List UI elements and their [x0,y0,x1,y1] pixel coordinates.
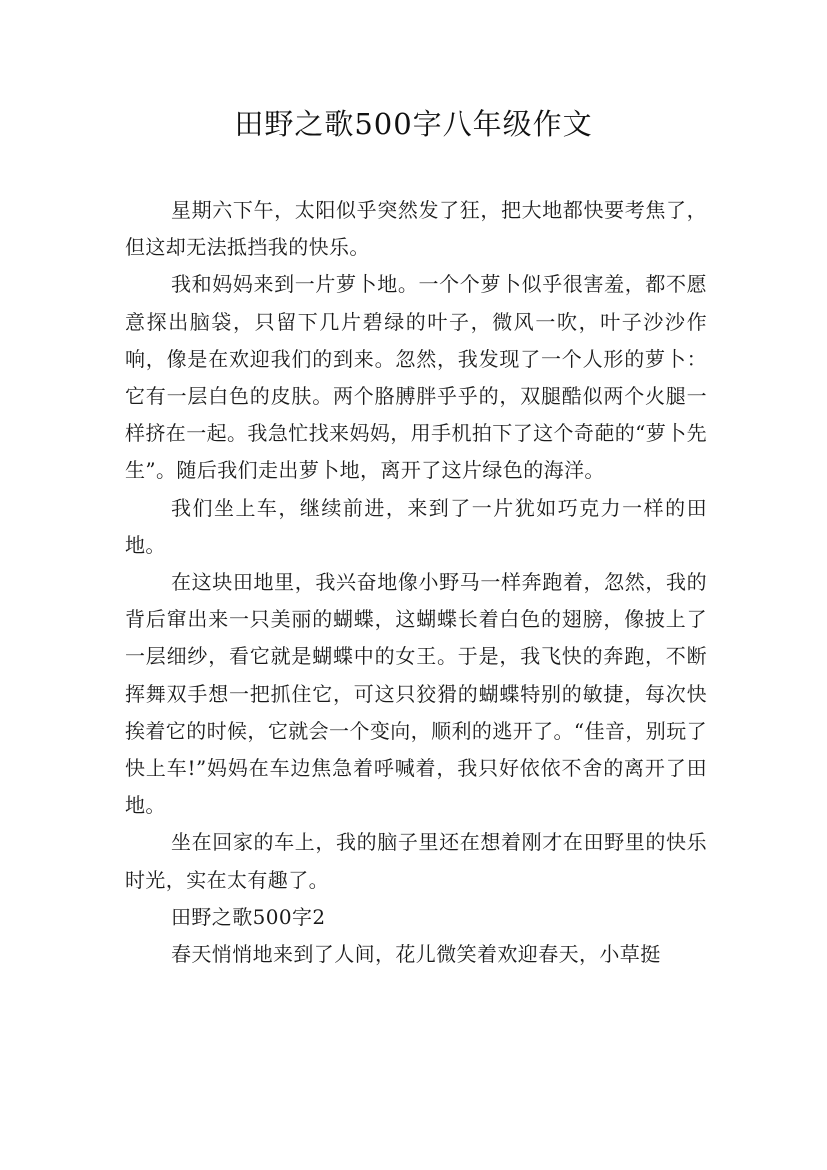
paragraph-5: 坐在回家的车上，我的脑子里还在想着刚才在田野里的快乐时光，实在太有趣了。 [125,830,707,892]
section-heading: 田野之歌500字2 [171,904,326,929]
page-title: 田野之歌500字八年级作文 [234,107,593,141]
paragraph-3: 我们坐上车，继续前进，来到了一片犹如巧克力一样的田地。 [125,495,707,557]
paragraph-2: 我和妈妈来到一片萝卜地。一个个萝卜似乎很害羞，都不愿意探出脑袋，只留下几片碧绿的叶子，微风一吹，叶子沙沙作响，像是在欢迎我们的到来。忽然，我发现了一个人形的萝卜：它有一层白色的皮肤。两个胳膊胖乎乎的，双腿酷似两个火腿一样挤在一起。我急忙找来妈妈，用手机拍下了这个奇葩的“萝卜先生”。随后我们走出萝卜地，离开了这片绿色的海洋。 [125,272,707,483]
paragraph-1: 星期六下午，太阳似乎突然发了狂，把大地都快要考焦了，但这却无法抵挡我的快乐。 [125,198,707,260]
paragraph-4: 在这块田地里，我兴奋地像小野马一样奔跑着，忽然，我的背后窜出来一只美丽的蝴蝶，这蝴蝶长着白色的翅膀，像披上了一层细纱，看它就是蝴蝶中的女王。于是，我飞快的奔跑，不断挥舞双手想一把抓住它，可这只狡猾的蝴蝶特别的敏捷，每次快挨着它的时候，它就会一个变向，顺利的逃开了。“佳音，别玩了快上车!”妈妈在车边焦急着呼喊着，我只好依依不舍的离开了田地。 [125,570,707,818]
paragraph-6: 春天悄悄地来到了人间，花儿微笑着欢迎春天，小草挺 [171,942,661,967]
article-body [125,192,707,973]
